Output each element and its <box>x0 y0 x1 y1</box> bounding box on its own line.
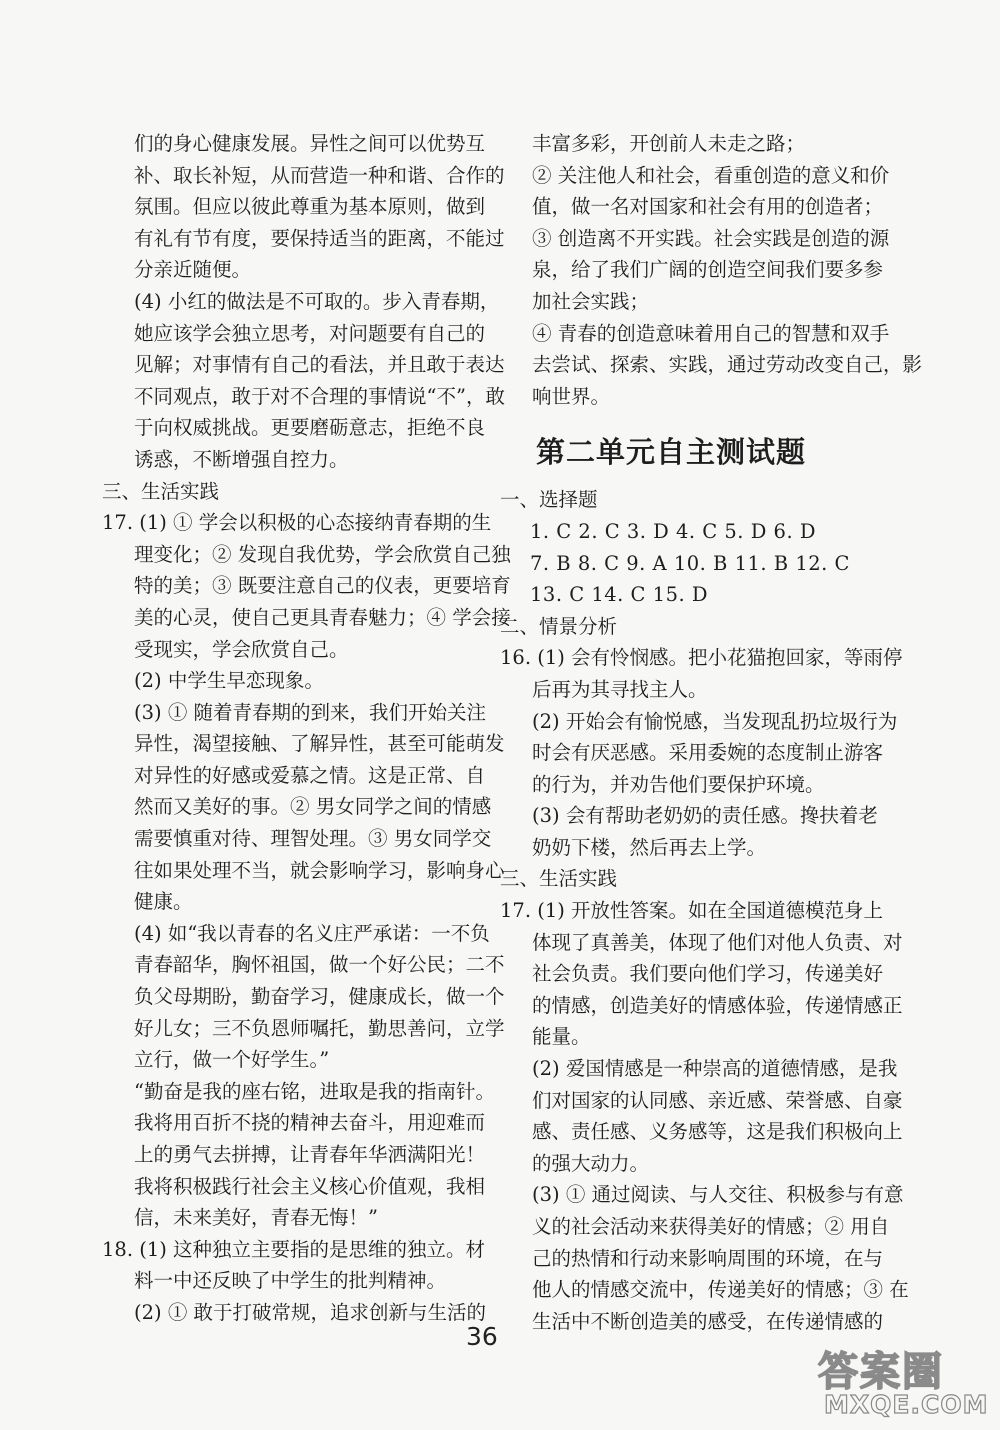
text-line: 氛围。但应以彼此尊重为基本原则，做到 <box>134 195 486 219</box>
answer-key-line: 1. C 2. C 3. D 4. C 5. D 6. D <box>530 519 816 543</box>
text-line: 己的热情和行动来影响周围的环境，在与 <box>532 1246 884 1270</box>
watermark-url: MXQE.COM <box>824 1390 989 1419</box>
text-line: (4) 小红的做法是不可取的。步入青春期， <box>134 289 500 313</box>
text-line: 上的勇气去拼搏，让青春年华洒满阳光！ <box>134 1143 486 1166</box>
text-line: (4) 如“我以青春的名义庄严承诺：一不负 <box>134 921 490 945</box>
text-line: (2) ① 敢于打破常规，追求创新与生活的 <box>134 1300 487 1324</box>
text-line: 不同观点，敢于对不合理的事情说“不”，敢 <box>134 384 505 408</box>
text-line: (2) 爱国情感是一种崇高的道德情感，是我 <box>532 1057 898 1081</box>
question-start: 16. (1) 会有怜悯感。把小花猫抱回家，等雨停 <box>500 646 903 670</box>
text-line: 对异性的好感或爱慕之情。这是正常、自 <box>134 763 486 787</box>
text-line: 值，做一名对国家和社会有用的创造者； <box>532 195 884 219</box>
text-line: 社会负责。我们要向他们学习，传递美好 <box>532 962 884 986</box>
text-line: 的行为，并劝告他们要保护环境。 <box>532 772 825 796</box>
text-line: 青春韶华，胸怀祖国，做一个好公民；二不 <box>134 953 505 977</box>
text-line: 负父母期盼，勤奋学习，健康成长，做一个 <box>134 985 505 1009</box>
text-line: (3) ① 通过阅读、与人交往、积极参与有意 <box>532 1183 904 1207</box>
text-line: 响世界。 <box>532 384 611 408</box>
text-line: 补、取长补短，从而营造一种和谐、合作的 <box>134 163 505 187</box>
text-line: (2) 中学生早恋现象。 <box>134 669 324 693</box>
answer-key-line: 7. B 8. C 9. A 10. B 11. B 12. C <box>530 551 850 575</box>
text-line: 她应该学会独立思考，对问题要有自己的 <box>134 321 486 345</box>
text-line: 感、责任感、义务感等，这是我们积极向上 <box>532 1120 903 1144</box>
text-line: 奶奶下楼，然后再去上学。 <box>532 835 767 859</box>
page-number: 36 <box>466 1322 498 1351</box>
text-line: 立行，做一个好学生。” <box>134 1048 330 1072</box>
text-line: 特的美；③ 既要注意自己的仪表，更要培育 <box>134 574 511 598</box>
watermark-logo <box>818 1340 988 1420</box>
text-line: 健康。 <box>134 890 193 914</box>
text-line: 受现实，学会欣赏自己。 <box>134 637 349 661</box>
section-title: 第二单元自主测试题 <box>536 435 807 470</box>
question-start: 17. (1) 开放性答案。如在全国道德模范身上 <box>500 899 884 923</box>
left-column <box>102 128 511 1329</box>
text-line: 后再为其寻找主人。 <box>532 677 708 701</box>
text-line: (2) 开始会有愉悦感，当发现乱扔垃圾行为 <box>532 709 898 733</box>
text-line: ② 关注他人和社会，看重创造的意义和价 <box>532 163 890 187</box>
text-line: 们对国家的认同感、亲近感、荣誉感、自豪 <box>532 1088 903 1112</box>
text-line: (3) ① 随着青春期的到来，我们开始关注 <box>134 700 487 724</box>
right-column <box>500 128 923 1337</box>
text-line: 们的身心健康发展。异性之间可以优势互 <box>134 132 486 155</box>
section-heading: 三、生活实践 <box>500 867 618 891</box>
text-line: 生活中不断创造美的感受，在传递情感的 <box>532 1309 884 1333</box>
text-line: 异性，渴望接触、了解异性，甚至可能萌发 <box>134 732 505 756</box>
text-line: 时会有厌恶感。采用委婉的态度制止游客 <box>532 741 884 765</box>
text-line: 我将积极践行社会主义核心价值观，我相 <box>134 1174 486 1198</box>
text-line: 诱惑，不断增强自控力。 <box>134 447 349 471</box>
text-line: 义的社会活动来获得美好的情感；② 用自 <box>532 1215 890 1238</box>
text-line: 体现了真善美，体现了他们对他人负责、对 <box>532 930 903 954</box>
section-heading: 二、情景分析 <box>500 614 618 638</box>
answer-key-line: 13. C 14. C 15. D <box>530 583 709 607</box>
watermark-logo-text: 答案圈 <box>818 1349 944 1395</box>
text-line: 能量。 <box>532 1025 591 1049</box>
text-line: (3) 会有帮助老奶奶的责任感。搀扶着老 <box>532 804 878 828</box>
text-line: “勤奋是我的座右铭，进取是我的指南针。 <box>134 1079 495 1103</box>
text-line: 见解；对事情有自己的看法，并且敢于表达 <box>134 353 505 377</box>
text-line: 信，未来美好，青春无悔！” <box>134 1206 378 1230</box>
text-line: 于向权威挑战。更要磨砺意志，拒绝不良 <box>134 416 486 440</box>
text-line: 往如果处理不当，就会影响学习，影响身心 <box>134 858 505 882</box>
text-line: 他人的情感交流中，传递美好的情感；③ 在 <box>532 1278 909 1302</box>
text-line: 料一中还反映了中学生的批判精神。 <box>134 1269 447 1293</box>
text-line: 需要慎重对待、理智处理。③ 男女同学交 <box>134 827 492 851</box>
text-line: ④ 青春的创造意味着用自己的智慧和双手 <box>532 321 890 345</box>
text-line: 加社会实践； <box>532 289 650 313</box>
text-line: 的情感，创造美好的情感体验，传递情感正 <box>532 993 903 1017</box>
section-heading: 一、选择题 <box>500 488 598 512</box>
section-heading: 三、生活实践 <box>102 479 220 503</box>
text-line: 泉，给了我们广阔的创造空间我们要多参 <box>532 258 884 282</box>
text-line: 丰富多彩，开创前人未走之路； <box>532 132 806 155</box>
text-line: 理变化；② 发现自我优势，学会欣赏自己独 <box>134 542 511 566</box>
text-line: 好儿女；三不负恩师嘱托，勤思善问，立学 <box>134 1016 505 1040</box>
text-line: 我将用百折不挠的精神去奋斗，用迎难而 <box>134 1111 486 1135</box>
question-start: 18. (1) 这种独立主要指的是思维的独立。材 <box>102 1237 486 1261</box>
text-line: ③ 创造离不开实践。社会实践是创造的源 <box>532 226 890 250</box>
question-start: 17. (1) ① 学会以积极的心态接纳青春期的生 <box>102 511 492 535</box>
text-line: 有礼有节有度，要保持适当的距离，不能过 <box>134 226 505 250</box>
text-line: 美的心灵，使自己更具青春魅力；④ 学会接 <box>134 605 511 629</box>
text-line: 分亲近随便。 <box>134 258 252 282</box>
text-line: 去尝试、探索、实践，通过劳动改变自己，影 <box>532 353 923 377</box>
text-line: 的强大动力。 <box>532 1151 650 1175</box>
text-line: 然而又美好的事。② 男女同学之间的情感 <box>134 795 492 819</box>
